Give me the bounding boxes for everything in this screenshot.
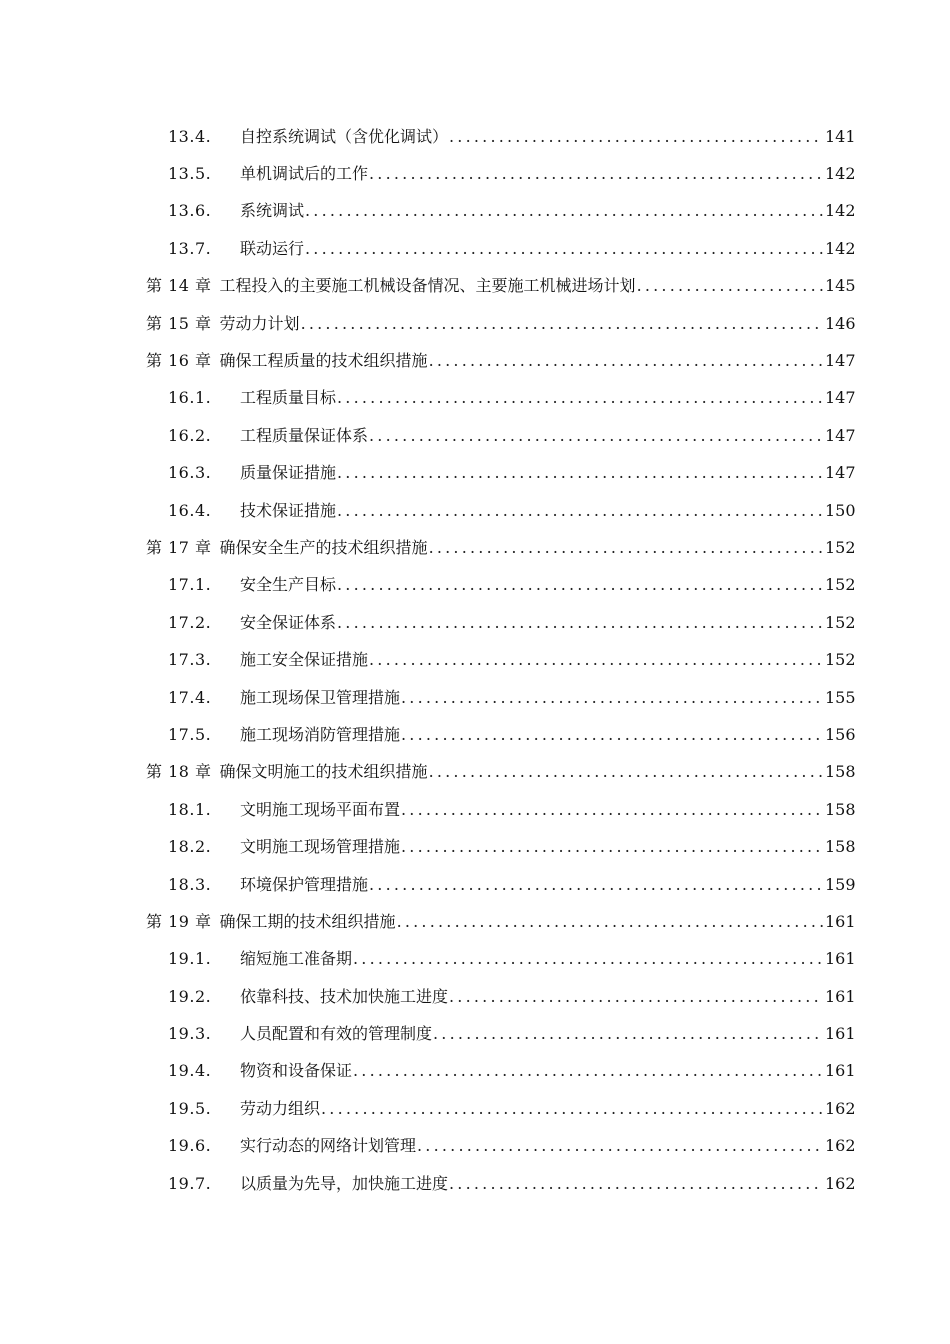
toc-entry-page-number: 142 (825, 201, 856, 221)
toc-entry-page-number: 158 (825, 837, 856, 857)
toc-section-entry[interactable] (0, 791, 950, 828)
toc-dot-leader (305, 239, 823, 259)
toc-entry-page-number: 146 (825, 313, 856, 333)
toc-entry-number: 18.1. (168, 799, 212, 819)
toc-entry-page-number: 159 (825, 874, 856, 894)
toc-entry-page-number: 161 (825, 911, 856, 931)
toc-entry-number: 13.7. (168, 238, 212, 258)
toc-entry-page-number: 152 (825, 650, 856, 670)
toc-entry-title: 实行动态的网络计划管理 (240, 1136, 417, 1156)
toc-section-entry[interactable] (0, 118, 950, 155)
toc-section-entry[interactable] (0, 380, 950, 417)
toc-entry-number: 19.6. (168, 1136, 212, 1156)
toc-entry-title: 施工安全保证措施 (240, 650, 369, 670)
toc-entry-title: 文明施工现场平面布置 (240, 799, 401, 819)
toc-dot-leader (449, 987, 823, 1007)
toc-entry-title: 确保工程质量的技术组织措施 (219, 351, 428, 371)
toc-dot-leader (337, 388, 823, 408)
toc-section-entry[interactable] (0, 417, 950, 454)
toc-dot-leader (429, 762, 823, 782)
toc-dot-leader (429, 538, 823, 558)
toc-section-entry[interactable] (0, 492, 950, 529)
toc-section-entry[interactable] (0, 978, 950, 1015)
toc-dot-leader (433, 1024, 823, 1044)
toc-entry-number: 19.2. (168, 986, 212, 1006)
toc-entry-page-number: 161 (825, 949, 856, 969)
toc-dot-leader (369, 875, 823, 895)
toc-section-entry[interactable] (0, 567, 950, 604)
toc-entry-page-number: 150 (825, 500, 856, 520)
toc-entry-page-number: 142 (825, 238, 856, 258)
toc-entry-title: 安全保证体系 (240, 612, 337, 632)
toc-dot-leader (353, 1061, 823, 1081)
toc-entry-title: 工程质量保证体系 (240, 425, 369, 445)
toc-entry-title: 质量保证措施 (240, 463, 337, 483)
toc-entry-number: 第 14 章 (146, 276, 212, 296)
toc-section-entry[interactable] (0, 193, 950, 230)
toc-section-entry[interactable] (0, 1165, 950, 1202)
toc-entry-title: 确保安全生产的技术组织措施 (219, 537, 428, 557)
toc-entry-number: 18.2. (168, 837, 212, 857)
table-of-contents (0, 118, 950, 1202)
toc-entry-page-number: 161 (825, 986, 856, 1006)
toc-dot-leader (401, 688, 823, 708)
toc-dot-leader (337, 501, 823, 521)
toc-section-entry[interactable] (0, 230, 950, 267)
toc-entry-title: 劳动力计划 (219, 313, 300, 333)
toc-entry-title: 工程质量目标 (240, 388, 337, 408)
toc-dot-leader (401, 800, 823, 820)
toc-entry-number: 17.2. (168, 612, 212, 632)
toc-entry-title: 安全生产目标 (240, 575, 337, 595)
toc-entry-page-number: 152 (825, 537, 856, 557)
toc-section-entry[interactable] (0, 716, 950, 753)
toc-entry-page-number: 156 (825, 724, 856, 744)
toc-entry-title: 系统调试 (240, 201, 305, 221)
toc-entry-title: 联动运行 (240, 238, 305, 258)
toc-section-entry[interactable] (0, 679, 950, 716)
toc-entry-title: 以质量为先导，加快施工进度 (240, 1173, 449, 1193)
toc-section-entry[interactable] (0, 455, 950, 492)
toc-entry-number: 19.5. (168, 1098, 212, 1118)
toc-chapter-entry[interactable] (0, 305, 950, 342)
toc-entry-page-number: 162 (825, 1173, 856, 1193)
toc-entry-title: 文明施工现场管理措施 (240, 837, 401, 857)
toc-section-entry[interactable] (0, 1090, 950, 1127)
toc-dot-leader (429, 351, 823, 371)
toc-dot-leader (417, 1136, 823, 1156)
toc-entry-page-number: 162 (825, 1098, 856, 1118)
toc-dot-leader (321, 1099, 823, 1119)
toc-section-entry[interactable] (0, 828, 950, 865)
toc-dot-leader (337, 575, 823, 595)
toc-entry-title: 确保文明施工的技术组织措施 (219, 762, 428, 782)
toc-dot-leader (637, 276, 823, 296)
toc-dot-leader (369, 164, 823, 184)
toc-entry-page-number: 158 (825, 799, 856, 819)
toc-section-entry[interactable] (0, 641, 950, 678)
toc-dot-leader (369, 650, 823, 670)
toc-section-entry[interactable] (0, 1128, 950, 1165)
toc-entry-number: 13.5. (168, 164, 212, 184)
toc-entry-page-number: 147 (825, 425, 856, 445)
toc-entry-number: 16.1. (168, 388, 212, 408)
toc-chapter-entry[interactable] (0, 268, 950, 305)
toc-entry-title: 物资和设备保证 (240, 1061, 353, 1081)
toc-entry-page-number: 147 (825, 463, 856, 483)
toc-dot-leader (337, 463, 823, 483)
toc-section-entry[interactable] (0, 941, 950, 978)
toc-entry-number: 19.4. (168, 1061, 212, 1081)
toc-chapter-entry[interactable] (0, 903, 950, 940)
toc-entry-number: 17.4. (168, 687, 212, 707)
toc-section-entry[interactable] (0, 1053, 950, 1090)
toc-entry-page-number: 161 (825, 1024, 856, 1044)
toc-entry-page-number: 162 (825, 1136, 856, 1156)
toc-entry-title: 工程投入的主要施工机械设备情况、主要施工机械进场计划 (219, 276, 636, 296)
toc-section-entry[interactable] (0, 155, 950, 192)
toc-entry-title: 自控系统调试（含优化调试） (240, 126, 449, 146)
toc-dot-leader (305, 201, 823, 221)
toc-section-entry[interactable] (0, 604, 950, 641)
toc-entry-title: 施工现场保卫管理措施 (240, 687, 401, 707)
toc-entry-page-number: 155 (825, 687, 856, 707)
toc-dot-leader (397, 912, 823, 932)
toc-chapter-entry[interactable] (0, 529, 950, 566)
toc-entry-title: 单机调试后的工作 (240, 164, 369, 184)
toc-chapter-entry[interactable] (0, 754, 950, 791)
toc-entry-title: 人员配置和有效的管理制度 (240, 1024, 433, 1044)
toc-entry-title: 缩短施工准备期 (240, 949, 353, 969)
toc-entry-number: 13.4. (168, 126, 212, 146)
toc-entry-number: 16.4. (168, 500, 212, 520)
toc-dot-leader (449, 1174, 823, 1194)
toc-entry-page-number: 158 (825, 762, 856, 782)
toc-entry-title: 劳动力组织 (240, 1098, 321, 1118)
toc-entry-number: 17.3. (168, 650, 212, 670)
toc-dot-leader (301, 314, 823, 334)
toc-entry-page-number: 147 (825, 388, 856, 408)
toc-entry-number: 第 17 章 (146, 537, 212, 557)
toc-entry-page-number: 152 (825, 612, 856, 632)
toc-entry-page-number: 152 (825, 575, 856, 595)
toc-chapter-entry[interactable] (0, 342, 950, 379)
toc-entry-title: 技术保证措施 (240, 500, 337, 520)
toc-entry-title: 施工现场消防管理措施 (240, 724, 401, 744)
toc-entry-number: 第 19 章 (146, 911, 212, 931)
toc-dot-leader (401, 837, 823, 857)
toc-entry-number: 19.7. (168, 1173, 212, 1193)
toc-entry-title: 环境保护管理措施 (240, 874, 369, 894)
toc-entry-number: 16.2. (168, 425, 212, 445)
toc-dot-leader (449, 127, 823, 147)
toc-section-entry[interactable] (0, 1015, 950, 1052)
toc-dot-leader (369, 426, 823, 446)
toc-entry-title: 依靠科技、技术加快施工进度 (240, 986, 449, 1006)
toc-entry-number: 第 18 章 (146, 762, 212, 782)
toc-dot-leader (337, 613, 823, 633)
toc-entry-number: 第 16 章 (146, 351, 212, 371)
toc-entry-page-number: 145 (825, 276, 856, 296)
toc-entry-number: 18.3. (168, 874, 212, 894)
toc-dot-leader (401, 725, 823, 745)
toc-entry-page-number: 161 (825, 1061, 856, 1081)
toc-section-entry[interactable] (0, 866, 950, 903)
toc-entry-number: 16.3. (168, 463, 212, 483)
toc-entry-number: 19.1. (168, 949, 212, 969)
toc-entry-number: 17.5. (168, 724, 212, 744)
toc-entry-number: 第 15 章 (146, 313, 212, 333)
toc-entry-page-number: 147 (825, 351, 856, 371)
toc-entry-page-number: 141 (825, 126, 856, 146)
toc-entry-number: 13.6. (168, 201, 212, 221)
toc-entry-number: 17.1. (168, 575, 212, 595)
toc-entry-page-number: 142 (825, 164, 856, 184)
toc-dot-leader (353, 949, 823, 969)
toc-entry-number: 19.3. (168, 1024, 212, 1044)
toc-entry-title: 确保工期的技术组织措施 (219, 911, 396, 931)
